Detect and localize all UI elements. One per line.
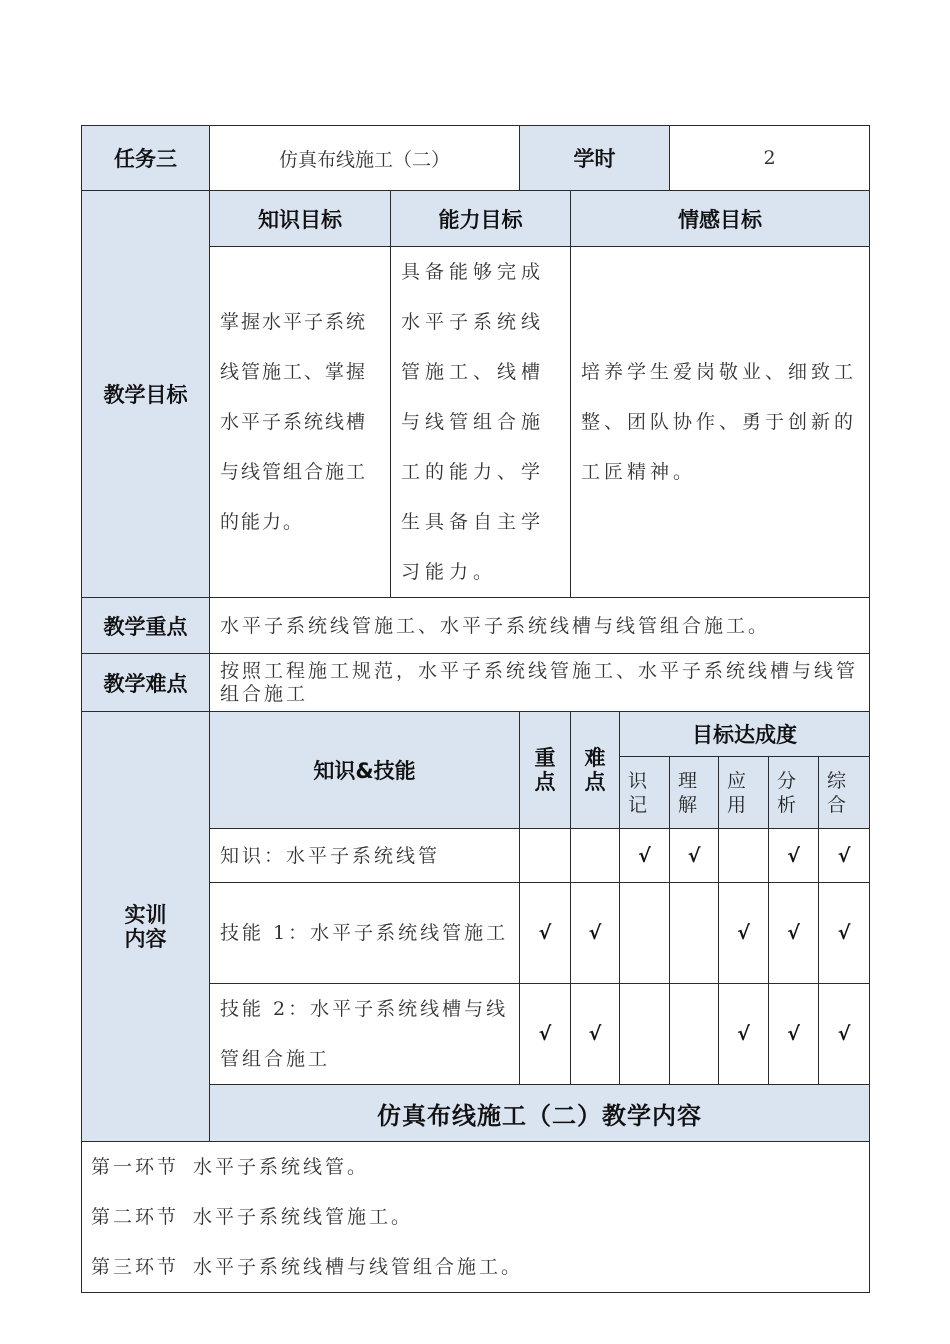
apply-mark: √: [719, 984, 769, 1085]
difficulties-label: 教学难点: [82, 654, 210, 712]
teaching-steps: [82, 1142, 870, 1293]
key-mark: [520, 829, 571, 883]
difficulty-mark: [571, 829, 620, 883]
target-attainment-header: 目标达成度: [620, 712, 870, 757]
training-item: 知识：水平子系统线管: [210, 829, 520, 883]
synthesize-mark: √: [819, 984, 870, 1085]
difficulty-header: 难 点: [571, 712, 620, 829]
task-label: 任务三: [82, 126, 210, 191]
difficulty-mark: √: [571, 883, 620, 984]
hours-label: 学时: [520, 126, 670, 191]
ability-objective-text: 具备能够完成水平子系统线管施工、线槽与线管组合施工的能力、学生具备自主学习能力。: [391, 247, 571, 598]
analyze-mark: √: [769, 883, 819, 984]
lesson-plan-table: [81, 125, 870, 1293]
training-label-line2: 内容: [124, 926, 167, 951]
list-item: 第二环节 水平子系统线管施工。: [91, 1206, 414, 1228]
key-points-label: 教学重点: [82, 598, 210, 654]
key-header: 重 点: [520, 712, 571, 829]
knowledge-objective-header: 知识目标: [210, 191, 391, 247]
key-points-text: 水平子系统线管施工、水平子系统线槽与线管组合施工。: [210, 598, 870, 654]
apply-mark: √: [719, 883, 769, 984]
training-label-line1: 实训: [124, 902, 167, 927]
difficulties-text: 按照工程施工规范，水平子系统线管施工、水平子系统线槽与线管组合施工: [210, 654, 870, 712]
lesson-plan-sheet: [81, 125, 869, 1293]
training-item: 技能 2：水平子系统线槽与线管组合施工: [210, 984, 520, 1085]
emotion-objective-header: 情感目标: [571, 191, 870, 247]
recall-mark: √: [620, 829, 670, 883]
level-synthesize: 综 合: [819, 757, 870, 829]
knowledge-objective-text: 掌握水平子系统线管施工、掌握水平子系统线槽与线管组合施工的能力。: [210, 247, 391, 598]
level-understand: 理 解: [670, 757, 719, 829]
emotion-objective-text: 培养学生爱岗敬业、细致工整、团队协作、勇于创新的工匠精神。: [571, 247, 870, 598]
level-recall: 识 记: [620, 757, 670, 829]
key-mark: √: [520, 984, 571, 1085]
list-item: 第一环节 水平子系统线管。: [91, 1156, 370, 1178]
training-item: 技能 1：水平子系统线管施工: [210, 883, 520, 984]
analyze-mark: √: [769, 984, 819, 1085]
understand-mark: √: [670, 829, 719, 883]
understand-mark: [670, 984, 719, 1085]
analyze-mark: √: [769, 829, 819, 883]
synthesize-mark: √: [819, 883, 870, 984]
knowledge-skill-header: 知识&技能: [210, 712, 520, 829]
key-mark: √: [520, 883, 571, 984]
hours-value: 2: [670, 126, 870, 191]
training-label: [82, 712, 210, 1142]
objectives-label: 教学目标: [82, 191, 210, 598]
difficulty-mark: √: [571, 984, 620, 1085]
task-title: 仿真布线施工（二）: [210, 126, 520, 191]
teaching-content-title: 仿真布线施工（二）教学内容: [210, 1085, 870, 1142]
level-apply: 应 用: [719, 757, 769, 829]
recall-mark: [620, 984, 670, 1085]
synthesize-mark: √: [819, 829, 870, 883]
recall-mark: [620, 883, 670, 984]
ability-objective-header: 能力目标: [391, 191, 571, 247]
understand-mark: [670, 883, 719, 984]
level-analyze: 分 析: [769, 757, 819, 829]
list-item: 第三环节 水平子系统线槽与线管组合施工。: [91, 1256, 524, 1278]
apply-mark: [719, 829, 769, 883]
